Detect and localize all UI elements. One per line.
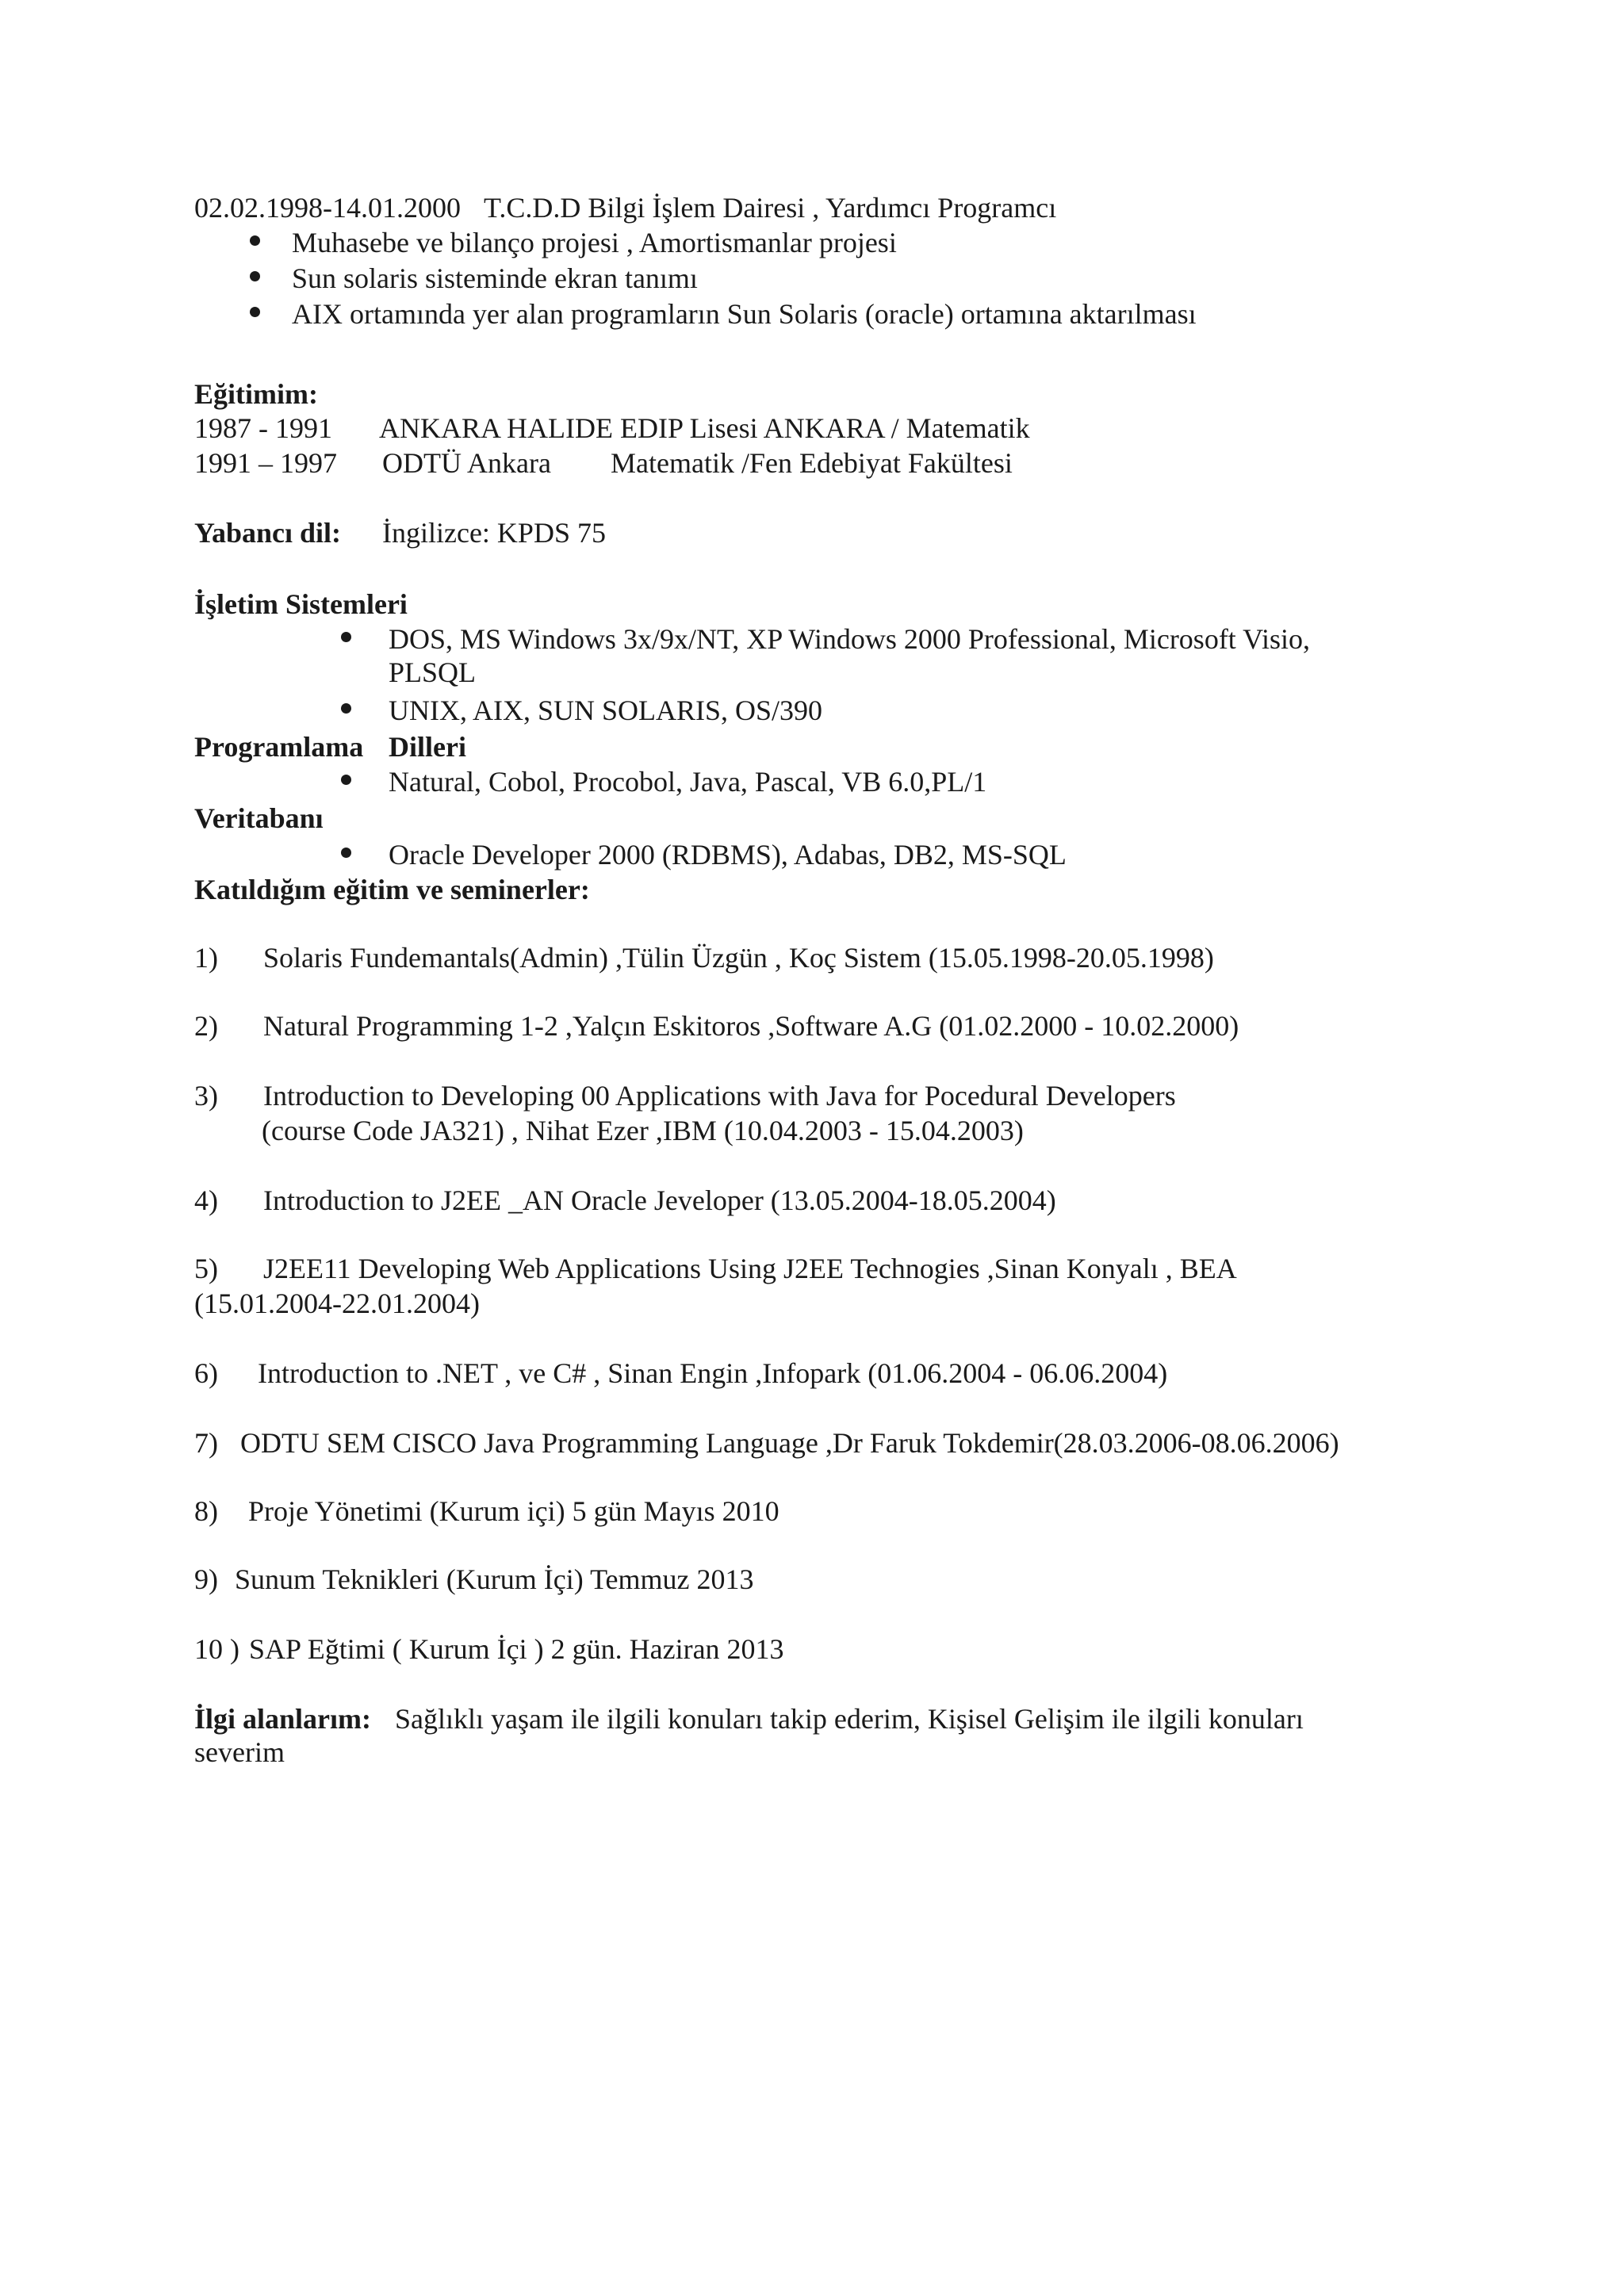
interests-text-continuation: severim xyxy=(194,1736,285,1768)
seminar-text: SAP Eğtimi ( Kurum İçi ) 2 gün. Haziran 2013 xyxy=(249,1633,784,1665)
seminar-text: Proje Yönetimi (Kurum içi) 5 gün Mayıs 2010 xyxy=(248,1495,779,1527)
seminar-number: 9) xyxy=(194,1563,218,1595)
bullet-icon xyxy=(250,235,260,246)
bullet-icon xyxy=(250,271,260,281)
seminar-text: Introduction to J2EE _AN Oracle Jeveloper (13.05.2004-18.05.2004) xyxy=(263,1184,1056,1216)
database-item: Oracle Developer 2000 (RDBMS), Adabas, DB2, MS-SQL xyxy=(389,839,1067,871)
database-heading: Veritabanı xyxy=(194,802,324,834)
language-label: Yabancı dil: xyxy=(194,517,342,549)
seminar-text: Introduction to .NET , ve C# , Sinan Engin ,Infopark (01.06.2004 - 06.06.2004) xyxy=(258,1357,1168,1389)
seminar-text: J2EE11 Developing Web Applications Using J2EE Technogies ,Sinan Konyalı , BEA xyxy=(263,1253,1237,1284)
programming-item: Natural, Cobol, Procobol, Java, Pascal, VB 6.0,PL/1 xyxy=(389,766,987,798)
seminar-number: 1) xyxy=(194,942,218,974)
bullet-icon xyxy=(341,775,351,785)
seminar-number: 8) xyxy=(194,1495,218,1527)
interests-text: Sağlıklı yaşam ile ilgili konuları takip ederim, Kişisel Gelişim ile ilgili konuları xyxy=(395,1703,1304,1735)
seminar-number: 4) xyxy=(194,1184,218,1216)
education-school: ODTÜ Ankara xyxy=(382,447,551,479)
bullet-icon xyxy=(341,703,351,714)
os-item: DOS, MS Windows 3x/9x/NT, XP Windows 2000 Professional, Microsoft Visio, xyxy=(389,623,1311,655)
os-item-continuation: PLSQL xyxy=(389,656,477,688)
education-years: 1987 - 1991 xyxy=(194,412,332,444)
seminar-text: Sunum Teknikleri (Kurum İçi) Temmuz 2013 xyxy=(235,1563,754,1595)
programming-heading: Programlama xyxy=(194,731,364,763)
experience-item: Muhasebe ve bilanço projesi , Amortismanlar projesi xyxy=(292,227,897,258)
seminars-heading: Katıldığım eğitim ve seminerler: xyxy=(194,874,590,905)
seminar-text: Solaris Fundemantals(Admin) ,Tülin Üzgün , Koç Sistem (15.05.1998-20.05.1998) xyxy=(263,942,1214,974)
seminar-number: 3) xyxy=(194,1080,218,1112)
education-detail: Matematik /Fen Edebiyat Fakültesi xyxy=(611,447,1013,479)
bullet-icon xyxy=(250,307,260,317)
seminar-number: 7) xyxy=(194,1427,218,1459)
os-heading: İşletim Sistemleri xyxy=(194,588,408,620)
education-school: ANKARA HALIDE EDIP Lisesi ANKARA / Matematik xyxy=(379,412,1030,444)
seminar-number: 2) xyxy=(194,1010,218,1042)
seminar-number: 10 ) xyxy=(194,1633,239,1665)
education-years: 1991 – 1997 xyxy=(194,447,337,479)
seminar-number: 5) xyxy=(194,1253,218,1284)
interests-label: İlgi alanlarım: xyxy=(194,1703,371,1735)
seminar-number: 6) xyxy=(194,1357,218,1389)
experience-date-range: 02.02.1998-14.01.2000 xyxy=(194,192,461,224)
programming-heading-2: Dilleri xyxy=(389,731,466,763)
experience-title: T.C.D.D Bilgi İşlem Dairesi , Yardımcı Programcı xyxy=(484,192,1057,224)
seminar-text-continuation: (course Code JA321) , Nihat Ezer ,IBM (10.04.2003 - 15.04.2003) xyxy=(262,1115,1024,1146)
bullet-icon xyxy=(341,632,351,642)
os-item: UNIX, AIX, SUN SOLARIS, OS/390 xyxy=(389,695,823,726)
seminar-text: Introduction to Developing 00 Applications with Java for Pocedural Developers xyxy=(263,1080,1176,1112)
language-value: İngilizce: KPDS 75 xyxy=(382,517,606,549)
bullet-icon xyxy=(341,848,351,858)
seminar-text: Natural Programming 1-2 ,Yalçın Eskitoros ,Software A.G (01.02.2000 - 10.02.2000) xyxy=(263,1010,1239,1042)
seminar-text-continuation: (15.01.2004-22.01.2004) xyxy=(194,1288,480,1319)
seminar-text: ODTU SEM CISCO Java Programming Language ,Dr Faruk Tokdemir(28.03.2006-08.06.2006) xyxy=(240,1427,1339,1459)
education-heading: Eğitimim: xyxy=(194,378,318,410)
experience-item: AIX ortamında yer alan programların Sun Solaris (oracle) ortamına aktarılması xyxy=(292,298,1197,330)
experience-item: Sun solaris sisteminde ekran tanımı xyxy=(292,262,698,294)
